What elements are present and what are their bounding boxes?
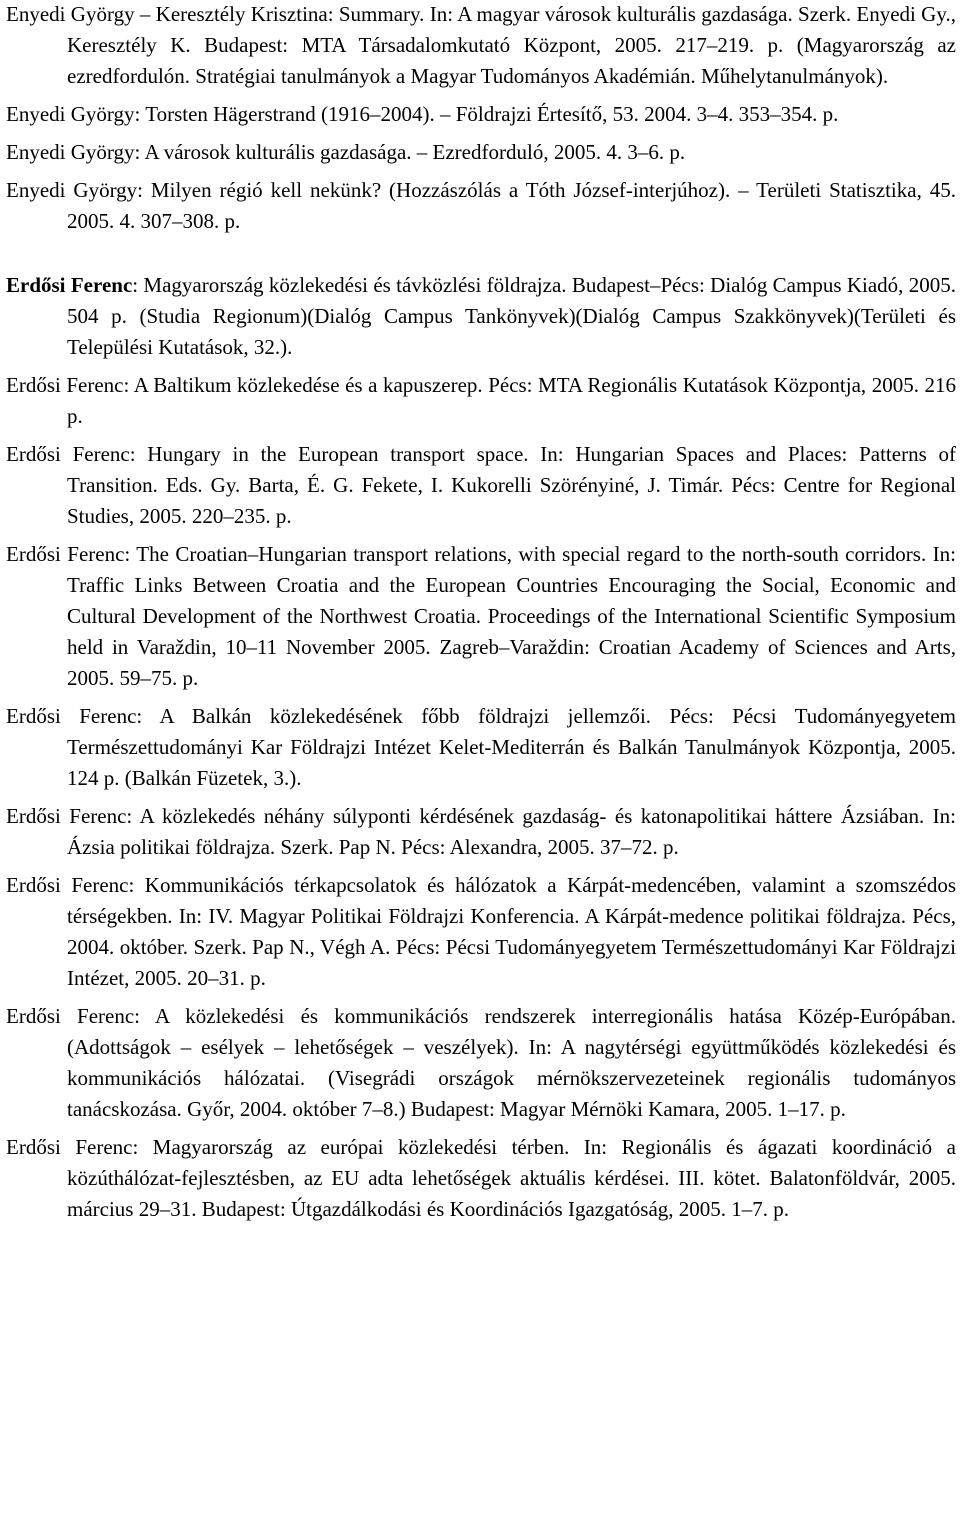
bibliography-entry: Erdősi Ferenc: A közlekedés néhány súlyponti kérdésének gazdaság- és katonapolitikai háttere Ázsiában. In: Ázsia politikai földrajza. Szerk. Pap N. Pécs: Alexandra, 2005. 37–72. p. xyxy=(6,804,956,859)
bibliography-entry: Erdősi Ferenc: A Balkán közlekedésének főbb földrajzi jellemzői. Pécs: Pécsi Tudományegyetem Természettudományi Kar Földrajzi Intézet Kelet-Mediterrán és Balkán Tanulmányok Központja, 2005. 124 p. (Balkán Füzetek, 3.). xyxy=(6,704,956,790)
bibliography-page xyxy=(6,0,956,1225)
bibliography-entry: Erdősi Ferenc: Magyarország az európai közlekedési térben. In: Regionális és ágazati koordináció a közúthálózat-fejlesztésben, az EU adta lehetőségek aktuális kérdései. III. kötet. Balatonföldvár, 2005. március 29–31. Budapest: Útgazdálkodási és Koordinációs Igazgatóság, 2005. 1–7. p. xyxy=(6,1135,956,1221)
bibliography-entry: Erdősi Ferenc: Hungary in the European transport space. In: Hungarian Spaces and Places: Patterns of Transition. Eds. Gy. Barta, É. G. Fekete, I. Kukorelli Szörényiné, J. Timár. Pécs: Centre for Regional Studies, 2005. 220–235. p. xyxy=(6,442,956,528)
bibliography-entry: Enyedi György – Keresztély Krisztina: Summary. In: A magyar városok kulturális gazdasága. Szerk. Enyedi Gy., Keresztély K. Budapest: MTA Társadalomkutató Központ, 2005. 217–219. p. (Magyarország az ezredfordulón. Stratégiai tanulmányok a Magyar Tudományos Akadémián. Műhelytanulmányok). xyxy=(6,2,956,88)
bibliography-entry: Enyedi György: Torsten Hägerstrand (1916–2004). – Földrajzi Értesítő, 53. 2004. 3–4. 353–354. p. xyxy=(6,102,839,126)
bibliography-entry: Erdősi Ferenc: Kommunikációs térkapcsolatok és hálózatok a Kárpát-medencében, valamint a szomszédos térségekben. In: IV. Magyar Politikai Földrajzi Konferencia. A Kárpát-medence politikai földrajza. Pécs, 2004. október. Szerk. Pap N., Végh A. Pécs: Pécsi Tudományegyetem Természettudományi Kar Földrajzi Intézet, 2005. 20–31. p. xyxy=(6,873,956,990)
bibliography-entry: Erdősi Ferenc: A közlekedési és kommunikációs rendszerek interregionális hatása Közép-Európában. (Adottságok – esélyek – lehetőségek – veszélyek). In: A nagytérségi együttműködés közlekedési és kommunikációs hálózatai. (Visegrádi országok mérnökszervezeteinek regionális tudományos tanácskozása. Győr, 2004. október 7–8.) Budapest: Magyar Mérnöki Kamara, 2005. 1–17. p. xyxy=(6,1004,956,1121)
entry-text: : Magyarország közlekedési és távközlési földrajza. Budapest–Pécs: Dialóg Campus Kiadó, 2005. 504 p. (Studia Regionum)(Dialóg Campus Tankönyvek)(Dialóg Campus Szakkönyvek)(Területi és Települési Kutatások, 32.). xyxy=(67,273,956,359)
bibliography-entry: Enyedi György: Milyen régió kell nekünk? (Hozzászólás a Tóth József-interjúhoz). – Területi Statisztika, 45. 2005. 4. 307–308. p. xyxy=(6,178,956,233)
bibliography-entry: Erdősi Ferenc: The Croatian–Hungarian transport relations, with special regard to the north-south corridors. In: Traffic Links Between Croatia and the European Countries Encouraging the Social, Economic and Cultural Development of the Northwest Croatia. Proceedings of the International Scientific Symposium held in Varaždin, 10–11 November 2005. Zagreb–Varaždin: Croatian Academy of Sciences and Arts, 2005. 59–75. p. xyxy=(6,542,956,690)
entry-author: Erdősi Ferenc xyxy=(6,273,133,297)
bibliography-entry: Erdősi Ferenc: A Baltikum közlekedése és a kapuszerep. Pécs: MTA Regionális Kutatások Központja, 2005. 216 p. xyxy=(6,373,956,428)
bibliography-entry xyxy=(6,270,956,363)
bibliography-entry: Enyedi György: A városok kulturális gazdasága. – Ezredforduló, 2005. 4. 3–6. p. xyxy=(6,140,686,164)
